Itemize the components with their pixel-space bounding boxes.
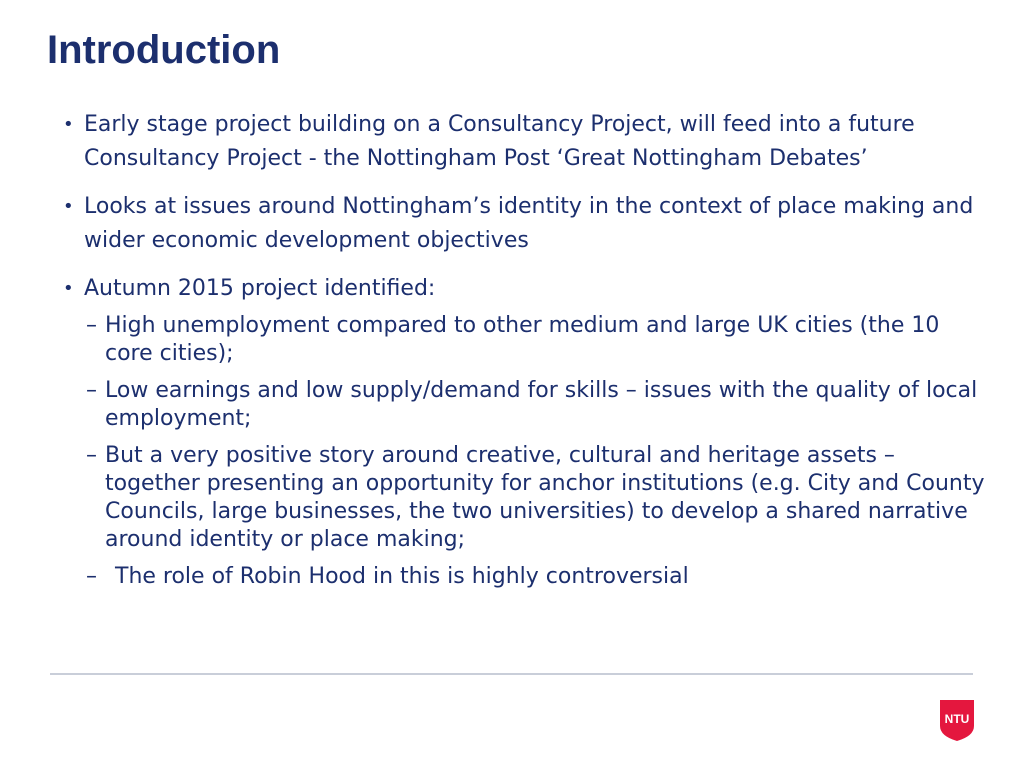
sub-bullet-text: Low earnings and low supply/demand for skills – issues with the quality of local employment; xyxy=(105,378,978,431)
sub-bullet-item xyxy=(60,312,990,368)
bullet-icon: • xyxy=(63,278,74,299)
bullet-icon: • xyxy=(63,114,74,135)
dash-icon: – xyxy=(86,564,97,589)
bullet-item xyxy=(60,272,990,306)
bullet-icon: • xyxy=(63,196,74,217)
sub-bullet-text: But a very positive story around creative, cultural and heritage assets – together presenting an opportunity for anchor institutions (e.g. City and County Councils, large businesses, the two universities) to develop a shared narrative around identity or place making; xyxy=(105,443,985,552)
bullet-text: Looks at issues around Nottingham’s identity in the context of place making and wider economic development objectives xyxy=(84,194,974,253)
svg-text:NTU: NTU xyxy=(944,712,970,726)
slide-body xyxy=(60,108,990,600)
sub-bullet-item xyxy=(60,377,990,433)
sub-bullet-item xyxy=(60,563,990,591)
bullet-item xyxy=(60,190,990,258)
dash-icon: – xyxy=(86,313,97,338)
slide-title: Introduction xyxy=(47,28,281,72)
dash-icon: – xyxy=(86,443,97,468)
ntu-logo-icon xyxy=(938,698,976,742)
sub-bullet-list xyxy=(60,312,990,591)
dash-icon: – xyxy=(86,378,97,403)
footer-divider xyxy=(50,673,973,675)
sub-bullet-item xyxy=(60,442,990,554)
sub-bullet-text: High unemployment compared to other medium and large UK cities (the 10 core cities); xyxy=(105,313,940,366)
bullet-text: Autumn 2015 project identified: xyxy=(84,276,436,301)
bullet-text: Early stage project building on a Consultancy Project, will feed into a future Consultancy Project - the Nottingham Post ‘Great Nottingham Debates’ xyxy=(84,112,915,171)
bullet-item xyxy=(60,108,990,176)
sub-bullet-text: The role of Robin Hood in this is highly controversial xyxy=(115,564,689,589)
